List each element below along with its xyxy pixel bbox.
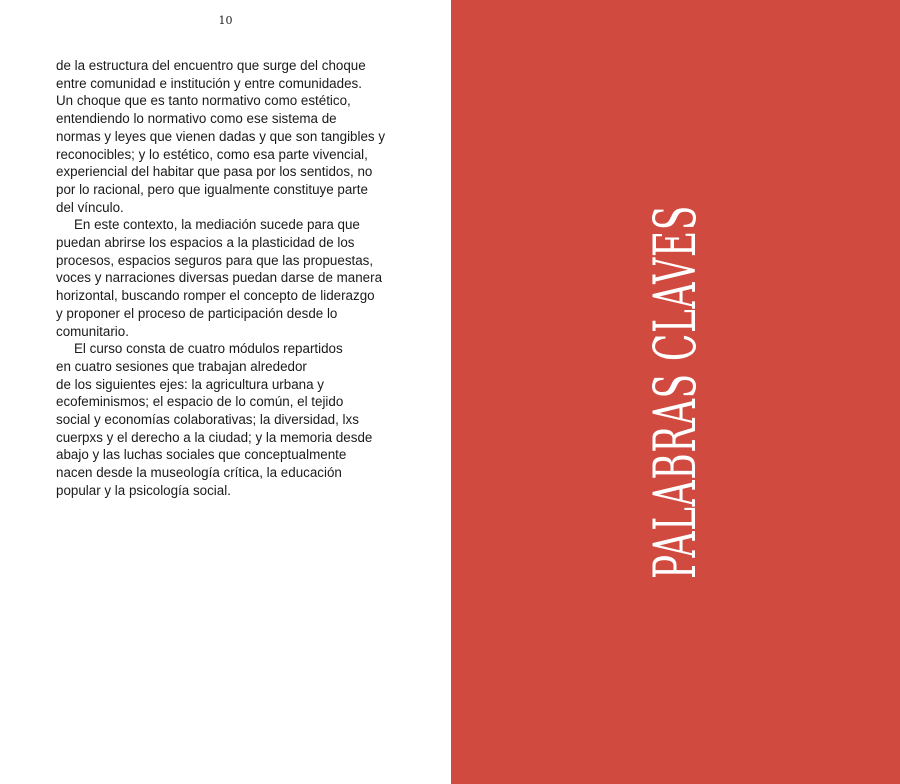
section-heading-text: PALABRAS CLAVES bbox=[641, 205, 709, 579]
paragraph-3: El curso consta de cuatro módulos repartidos en cuatro sesiones que trabajan alrededor de los siguientes ejes: la agricultura urbana y ecofeminismos; el espacio de lo común, el tejido social y economías colaborativas; la diversidad, lxs cuerpxs y el derecho a la ciudad; y la memoria desde abajo y las luchas sociales que conceptualmente nacen desde la museología crítica, la educación popular y la psicología social. bbox=[56, 341, 373, 498]
body-text bbox=[56, 57, 401, 500]
page-number: 10 bbox=[218, 14, 233, 27]
paragraph-2: En este contexto, la mediación sucede para que puedan abrirse los espacios a la plasticidad de los procesos, espacios seguros para que las propuestas, voces y narraciones diversas puedan darse de manera horizontal, buscando romper el concepto de liderazgo y proponer el proceso de participación desde lo comunitario. bbox=[56, 217, 383, 339]
right-page-red-panel bbox=[451, 0, 900, 784]
paragraph-1: de la estructura del encuentro que surge del choque entre comunidad e institución y entre comunidades. Un choque que es tanto normativo como estético, entendiendo lo normativo como ese sistema de normas y leyes que vienen dadas y que son tangibles y reconocibles; y lo estético, como esa parte vivencial, experiencial del habitar que pasa por los sentidos, no por lo racional, pero que igualmente constituye parte del vínculo. bbox=[56, 58, 386, 215]
heading-container bbox=[451, 0, 900, 784]
section-heading bbox=[641, 90, 709, 693]
